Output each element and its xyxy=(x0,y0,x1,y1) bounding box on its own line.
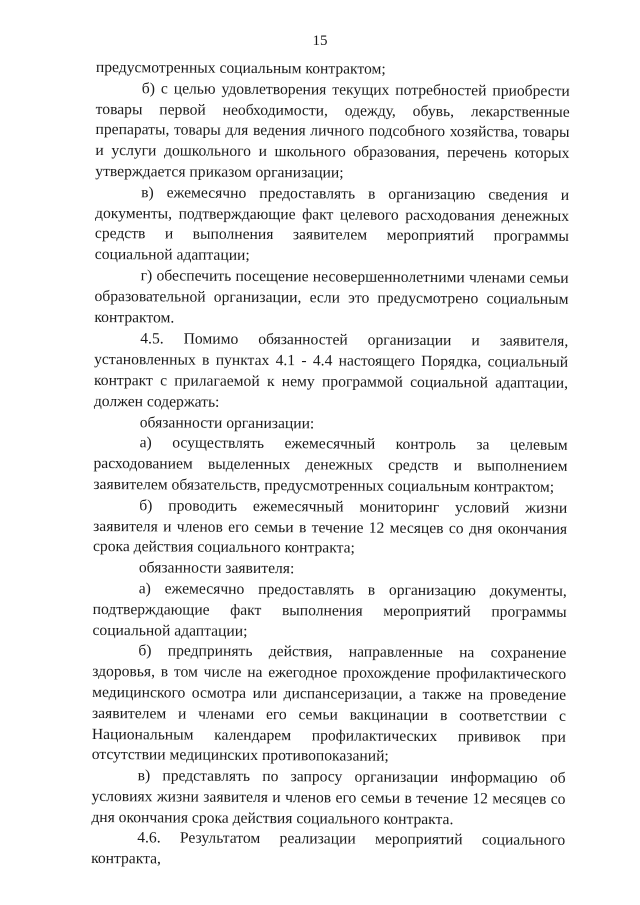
document-body xyxy=(91,58,570,873)
paragraph-item-g-school-attendance: г) обеспечить посещение несовершеннолетними членами семьи образовательной организации, если это предусмотрено социальным контрактом. xyxy=(94,267,569,327)
page-number: 15 xyxy=(312,33,328,49)
paragraph-clause-4-6: 4.6. Результатом реализации мероприятий социального контракта, xyxy=(91,829,566,868)
paragraph-item-v-monthly-reports: в) ежемесячно предоставлять в организацию сведения и документы, подтверждающие факт целевого расходования денежных средств и выполнения заявителем мероприятий программы социальной адаптации; xyxy=(94,184,570,265)
paragraph-clause-4-5: 4.5. Помимо обязанностей организации и заявителя, установленных в пунктах 4.1 - 4.4 настоящего Порядка, социальный контракт с прилагаемой к нему программой социальной адаптации, должен содержать: xyxy=(93,330,569,411)
paragraph-continuation: предусмотренных социальным контрактом; xyxy=(95,58,386,78)
paragraph-organization-duties-heading: обязанности организации: xyxy=(139,413,315,432)
paragraph-item-b-purchases: б) с целью удовлетворения текущих потребностей приобрести товары первой необходимости, одежду, обувь, лекарственные препараты, товары для ведения личного подсобного хозяйства, товары и услуги дошкольного и школьного образования, перечень которых утверждается приказом организации; xyxy=(95,80,570,182)
paragraph-applicant-item-a-documents: а) ежемесячно предоставлять в организацию документы, подтверждающие факт выполнения мероприятий программы социальной адаптации; xyxy=(92,580,567,640)
paragraph-org-item-a-control: а) осуществлять ежемесячный контроль за целевым расходованием выделенных денежных средств и выполнением заявителем обязательств, предусмотренных социальным контрактом; xyxy=(93,434,568,496)
paragraph-applicant-duties-heading: обязанности заявителя: xyxy=(138,559,295,578)
paragraph-applicant-item-v-information: в) представлять по запросу организации информацию об условиях жизни заявителя и членов его семьи в течение 12 месяцев со дня окончания срока действия социального контракта. xyxy=(91,767,566,828)
paragraph-org-item-b-monitoring: б) проводить ежемесячный мониторинг условий жизни заявителя и членов его семьи в течение 12 месяцев со дня окончания срока действия социального контракта; xyxy=(92,497,568,557)
paragraph-applicant-item-b-health: б) предпринять действия, направленные на сохранение здоровья, в том числе на ежегодное прохождение профилактического медицинского осмотра или диспансеризации, а также на проведение заявителем и членами его семьи вакцинации в соответствии с Национальным календарем профилактических прививок при отсутствии медицинских противопоказаний; xyxy=(91,642,567,766)
